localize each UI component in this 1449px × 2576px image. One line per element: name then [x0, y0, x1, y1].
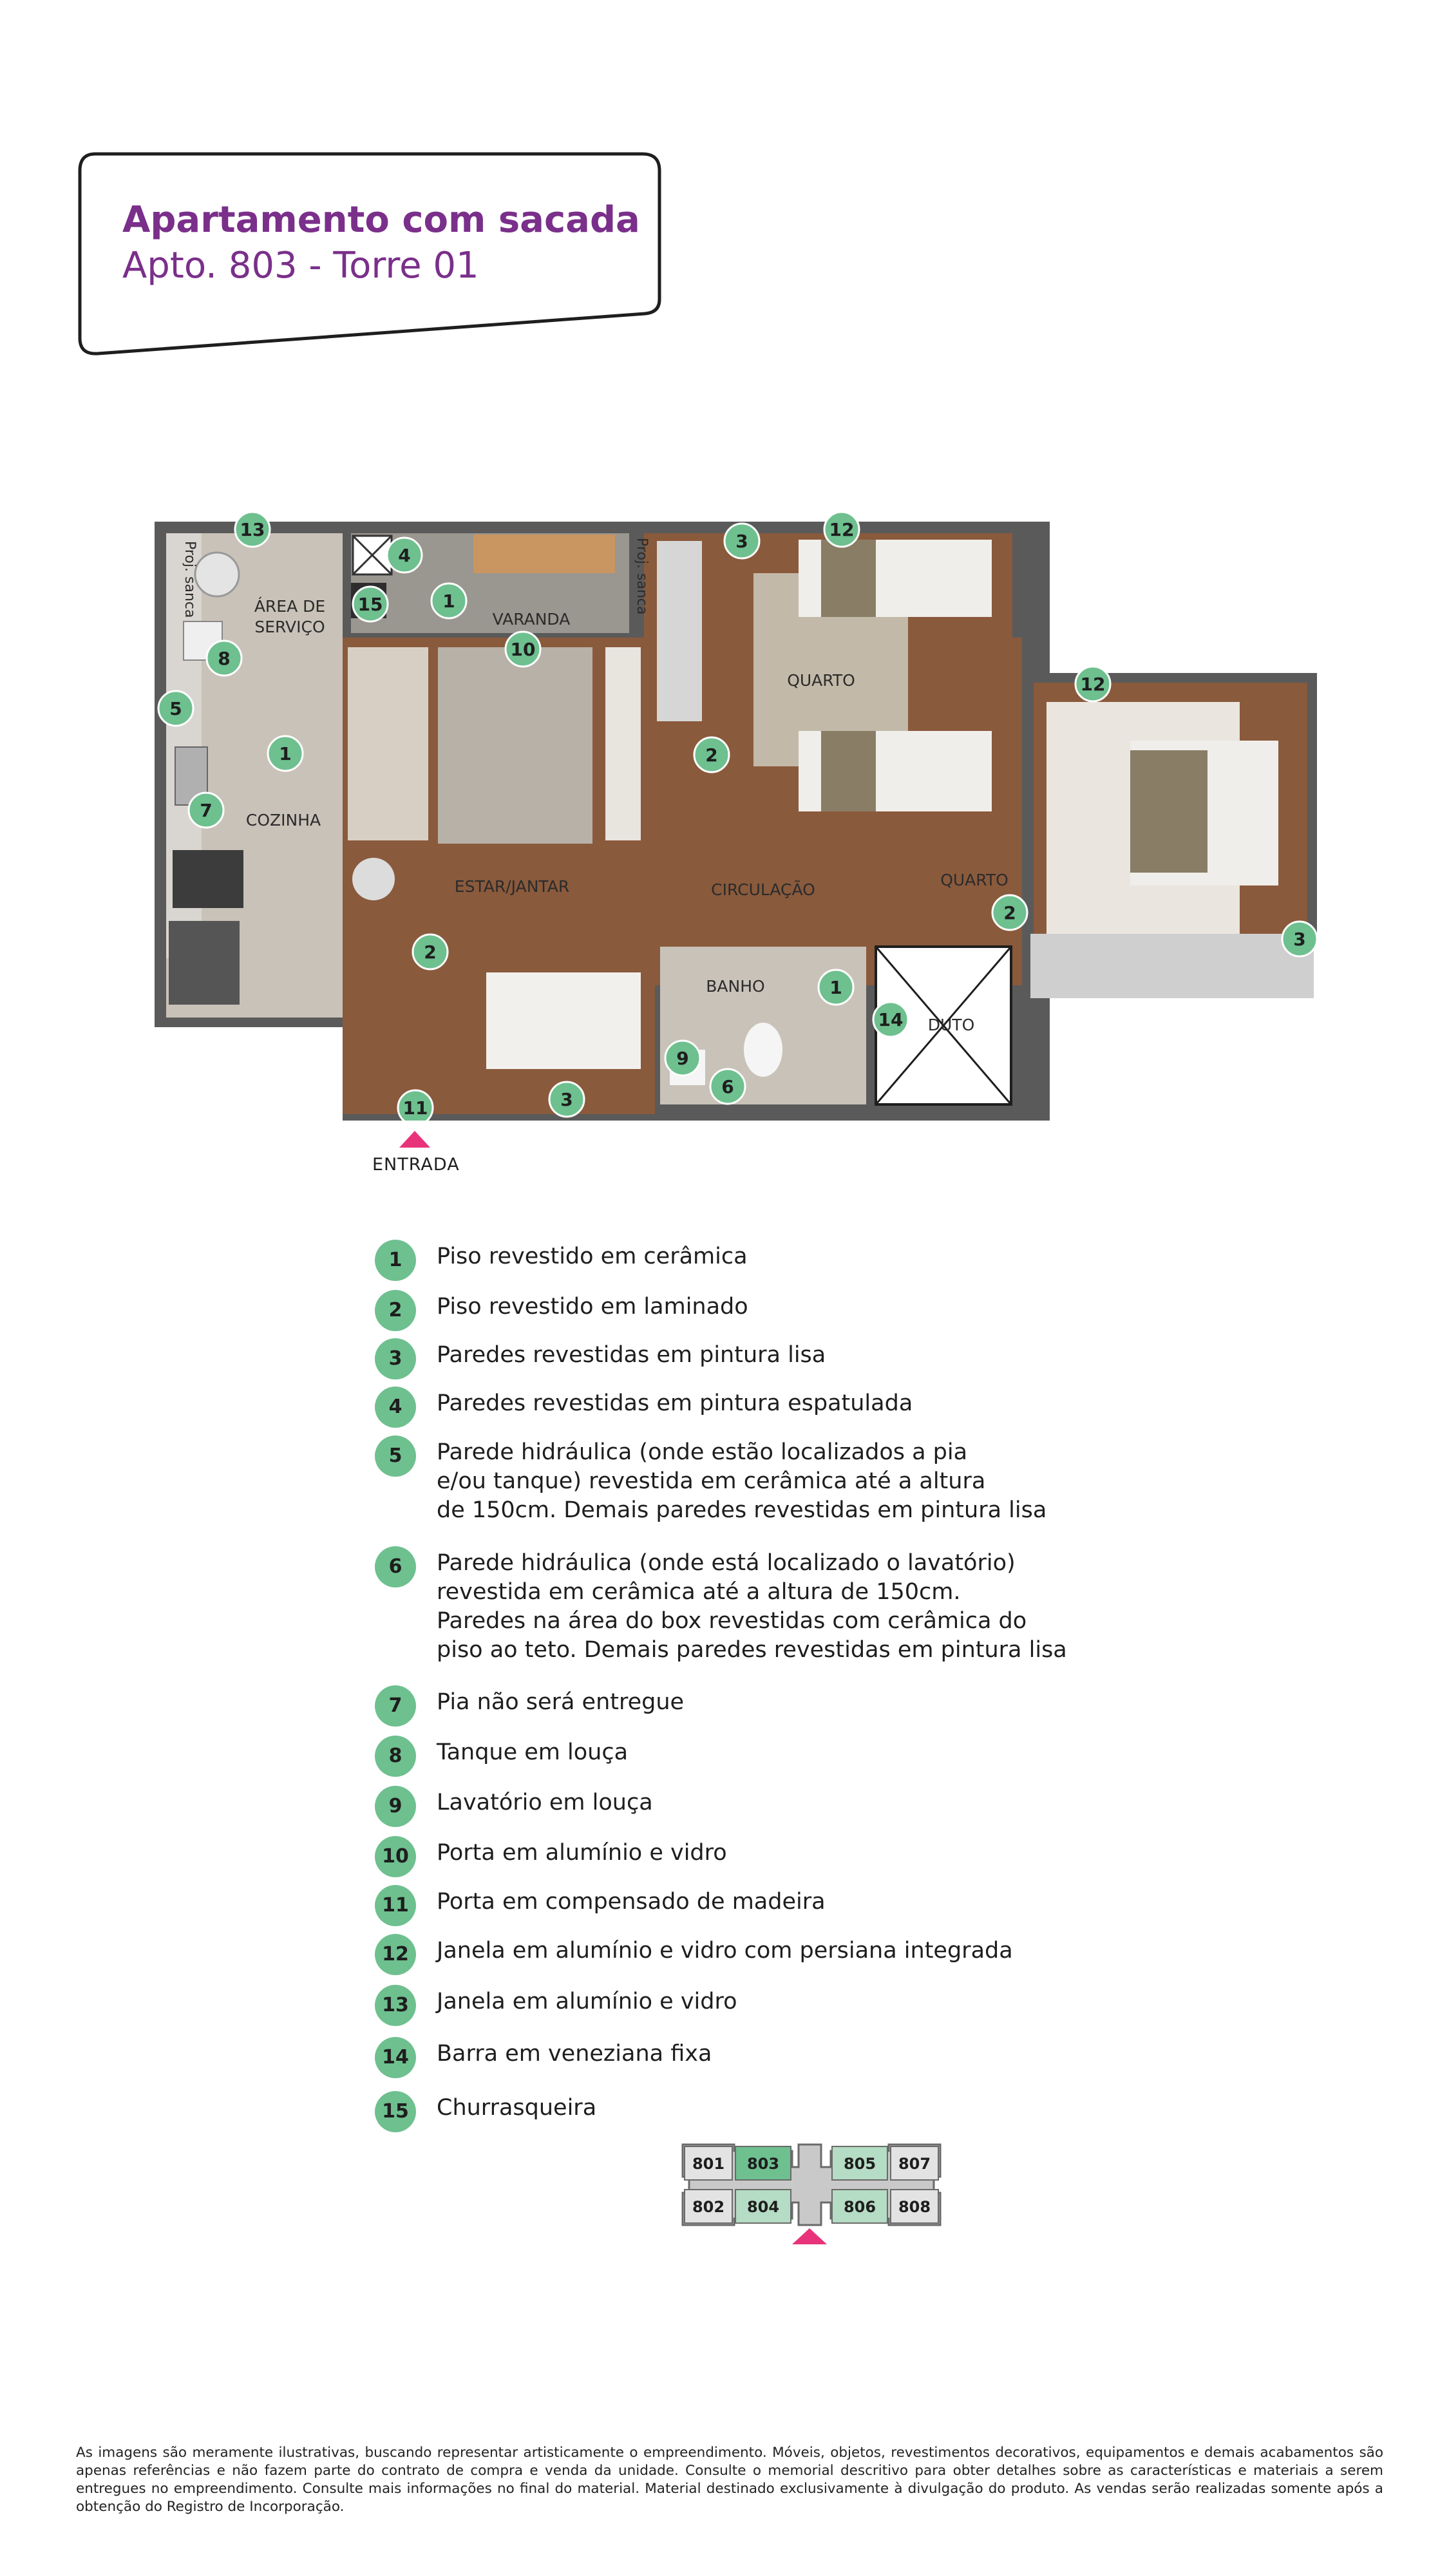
legend-number-badge: 12: [375, 1934, 416, 1975]
legend-number-badge: 6: [375, 1546, 416, 1587]
bed-1-blanket: [821, 540, 876, 617]
bed-3-blanket: [1130, 750, 1208, 873]
marker-9: [665, 1041, 700, 1075]
title-text: [122, 198, 640, 290]
legend-text: Lavatório em louça: [437, 1790, 653, 1815]
marker-5: [158, 691, 193, 726]
svg-text:10: 10: [510, 639, 536, 660]
key-plan-entrance-arrow-icon: [792, 2228, 827, 2244]
unit-label-805: 805: [843, 2155, 876, 2173]
legend-number-badge: 2: [375, 1290, 416, 1331]
legend-text: Paredes revestidas em pintura lisa: [437, 1342, 826, 1368]
wardrobe-1: [657, 541, 702, 721]
unit-label-808: 808: [898, 2198, 931, 2216]
svg-text:1: 1: [279, 743, 292, 764]
legend-text: Parede hidráulica (onde estão localizados a pia e/ou tanque) revestida em cerâmica até a altura de 150cm. Demais paredes revestidas em pintura lisa: [437, 1439, 1047, 1523]
marker-3-dining: [549, 1082, 584, 1117]
marker-1-balcony: [431, 583, 466, 618]
marker-2-living: [413, 934, 448, 969]
legend-number-badge: 1: [375, 1240, 416, 1281]
legend-text: Paredes revestidas em pintura espatulada: [437, 1390, 913, 1416]
entrance-arrow-icon: [399, 1131, 430, 1148]
legend-text: Janela em alumínio e vidro: [437, 1989, 737, 2014]
balcony-table: [473, 535, 615, 573]
legend-number-badge: 15: [375, 2091, 416, 2132]
plan-cutout: [155, 1027, 343, 1121]
legend-text: Parede hidráulica (onde está localizado o lavatório) revestida em cerâmica até a altura de 150cm. Paredes na área do box revestidas com cerâmica do piso ao teto. Demais paredes revestidas em pintura lisa: [437, 1550, 1067, 1663]
svg-text:8: 8: [218, 648, 231, 669]
legend-number-badge: 8: [375, 1736, 416, 1777]
floor-plan: [129, 509, 1320, 1121]
legend-text: Barra em veneziana fixa: [437, 2041, 712, 2067]
room-label-quarto-1: QUARTO: [787, 671, 855, 690]
legend-text: Porta em compensado de madeira: [437, 1889, 826, 1915]
bed-2-blanket: [821, 731, 876, 811]
unit-label-804: 804: [746, 2198, 780, 2216]
svg-text:9: 9: [676, 1048, 689, 1069]
marker-14: [873, 1002, 908, 1037]
legend-number-badge: 5: [375, 1435, 416, 1477]
svg-text:1: 1: [829, 977, 842, 998]
svg-text:2: 2: [705, 744, 718, 766]
legend-number-badge: 14: [375, 2037, 416, 2078]
unit-label-803: 803: [746, 2155, 780, 2173]
room-label-cozinha: COZINHA: [245, 811, 321, 829]
marker-8: [207, 641, 242, 676]
plant-icon: [352, 858, 395, 900]
marker-12-bedroom-1: [824, 512, 859, 547]
marker-6: [710, 1069, 745, 1104]
svg-text:6: 6: [721, 1076, 734, 1097]
marker-3-bedroom-2: [1282, 922, 1317, 956]
sofa: [348, 647, 428, 840]
svg-text:2: 2: [424, 942, 437, 963]
marker-4: [387, 538, 422, 573]
marker-12-bedroom-2: [1075, 667, 1110, 701]
svg-text:15: 15: [357, 594, 383, 615]
stove-icon: [173, 850, 243, 908]
legend-number-badge: 9: [375, 1786, 416, 1827]
svg-text:2: 2: [1003, 902, 1016, 923]
svg-text:12: 12: [1080, 674, 1106, 695]
legend-text: Churrasqueira: [437, 2095, 597, 2121]
label-proj-sanca-2: Proj. sanca: [634, 538, 650, 615]
legend-text: Piso revestido em cerâmica: [437, 1244, 748, 1269]
legend-text: Piso revestido em laminado: [437, 1294, 748, 1320]
svg-text:3: 3: [560, 1089, 573, 1110]
legend-number-badge: 13: [375, 1985, 416, 2026]
room-label-banho: BANHO: [706, 977, 765, 996]
marker-13: [235, 512, 270, 547]
room-label-estar-jantar: ESTAR/JANTAR: [454, 877, 570, 896]
toilet-icon: [744, 1023, 782, 1077]
disclaimer: As imagens são meramente ilustrativas, buscando representar artisticamente o empreendimento. Móveis, objetos, revestimentos decorativos, equipamentos e demais acabamentos são apenas referências e não fazem parte do contrato de compra e venda da unidade. Consulte o memorial descritivo para obter detalhes sobre as características e materiais a serem entregues no empreendimento. Consulte mais informações no final do material. Material destinado exclusivamente à divulgação do produto. As vendas serão realizadas somente após a obtenção do Registro de Incorporação.: [76, 2445, 1383, 2515]
marker-10: [506, 632, 540, 667]
svg-text:5: 5: [169, 698, 182, 719]
room-label-area-servico-2: SERVIÇO: [254, 618, 325, 636]
page-subtitle: Apto. 803 - Torre 01: [122, 245, 479, 287]
svg-text:4: 4: [398, 545, 411, 566]
unit-label-807: 807: [898, 2155, 931, 2173]
marker-11: [398, 1090, 433, 1121]
marker-7: [189, 793, 223, 828]
fridge-icon: [169, 921, 240, 1005]
marker-1-bathroom: [819, 970, 853, 1005]
marker-2-bedroom-2: [992, 895, 1027, 930]
living-rug: [438, 647, 592, 844]
svg-text:12: 12: [829, 519, 855, 540]
entrance-label: ENTRADA: [372, 1155, 460, 1175]
marker-2-circulation: [694, 737, 729, 772]
unit-label-802: 802: [692, 2198, 725, 2216]
tv-rack: [605, 647, 641, 840]
legend-text: Pia não será entregue: [437, 1689, 685, 1715]
room-label-duto: DUTO: [927, 1016, 975, 1034]
room-label-varanda: VARANDA: [492, 610, 571, 629]
legend-text: Janela em alumínio e vidro com persiana integrada: [437, 1938, 1013, 1964]
legend-text: Tanque em louça: [437, 1739, 629, 1765]
unit-label-806: 806: [843, 2198, 876, 2216]
room-label-area-servico: ÁREA DE: [254, 597, 326, 616]
wardrobe-2: [1030, 934, 1314, 998]
legend-number-badge: 7: [375, 1685, 416, 1727]
svg-text:3: 3: [735, 531, 748, 552]
svg-text:7: 7: [200, 800, 213, 821]
unit-label-801: 801: [692, 2155, 725, 2173]
svg-text:1: 1: [442, 591, 455, 612]
washer-icon: [195, 553, 239, 596]
label-proj-sanca-1: Proj. sanca: [182, 541, 198, 618]
legend-text: Porta em alumínio e vidro: [437, 1840, 727, 1866]
svg-text:11: 11: [402, 1097, 428, 1119]
page-title: Apartamento com sacada: [122, 199, 640, 241]
room-label-circulacao: CIRCULAÇÃO: [711, 880, 815, 899]
room-label-quarto-2: QUARTO: [940, 871, 1009, 889]
marker-15: [353, 587, 388, 621]
marker-3-bedroom-1: [724, 524, 759, 558]
dining-table: [486, 972, 641, 1069]
marker-1-kitchen: [268, 736, 303, 771]
svg-text:13: 13: [240, 519, 265, 540]
legend-number-badge: 11: [375, 1885, 416, 1926]
title-card: [76, 151, 663, 357]
legend-number-badge: 10: [375, 1836, 416, 1877]
legend-number-badge: 4: [375, 1387, 416, 1428]
legend-number-badge: 3: [375, 1338, 416, 1379]
svg-text:3: 3: [1293, 929, 1306, 950]
svg-text:14: 14: [878, 1009, 904, 1030]
tower-key-plan: [676, 2141, 947, 2257]
